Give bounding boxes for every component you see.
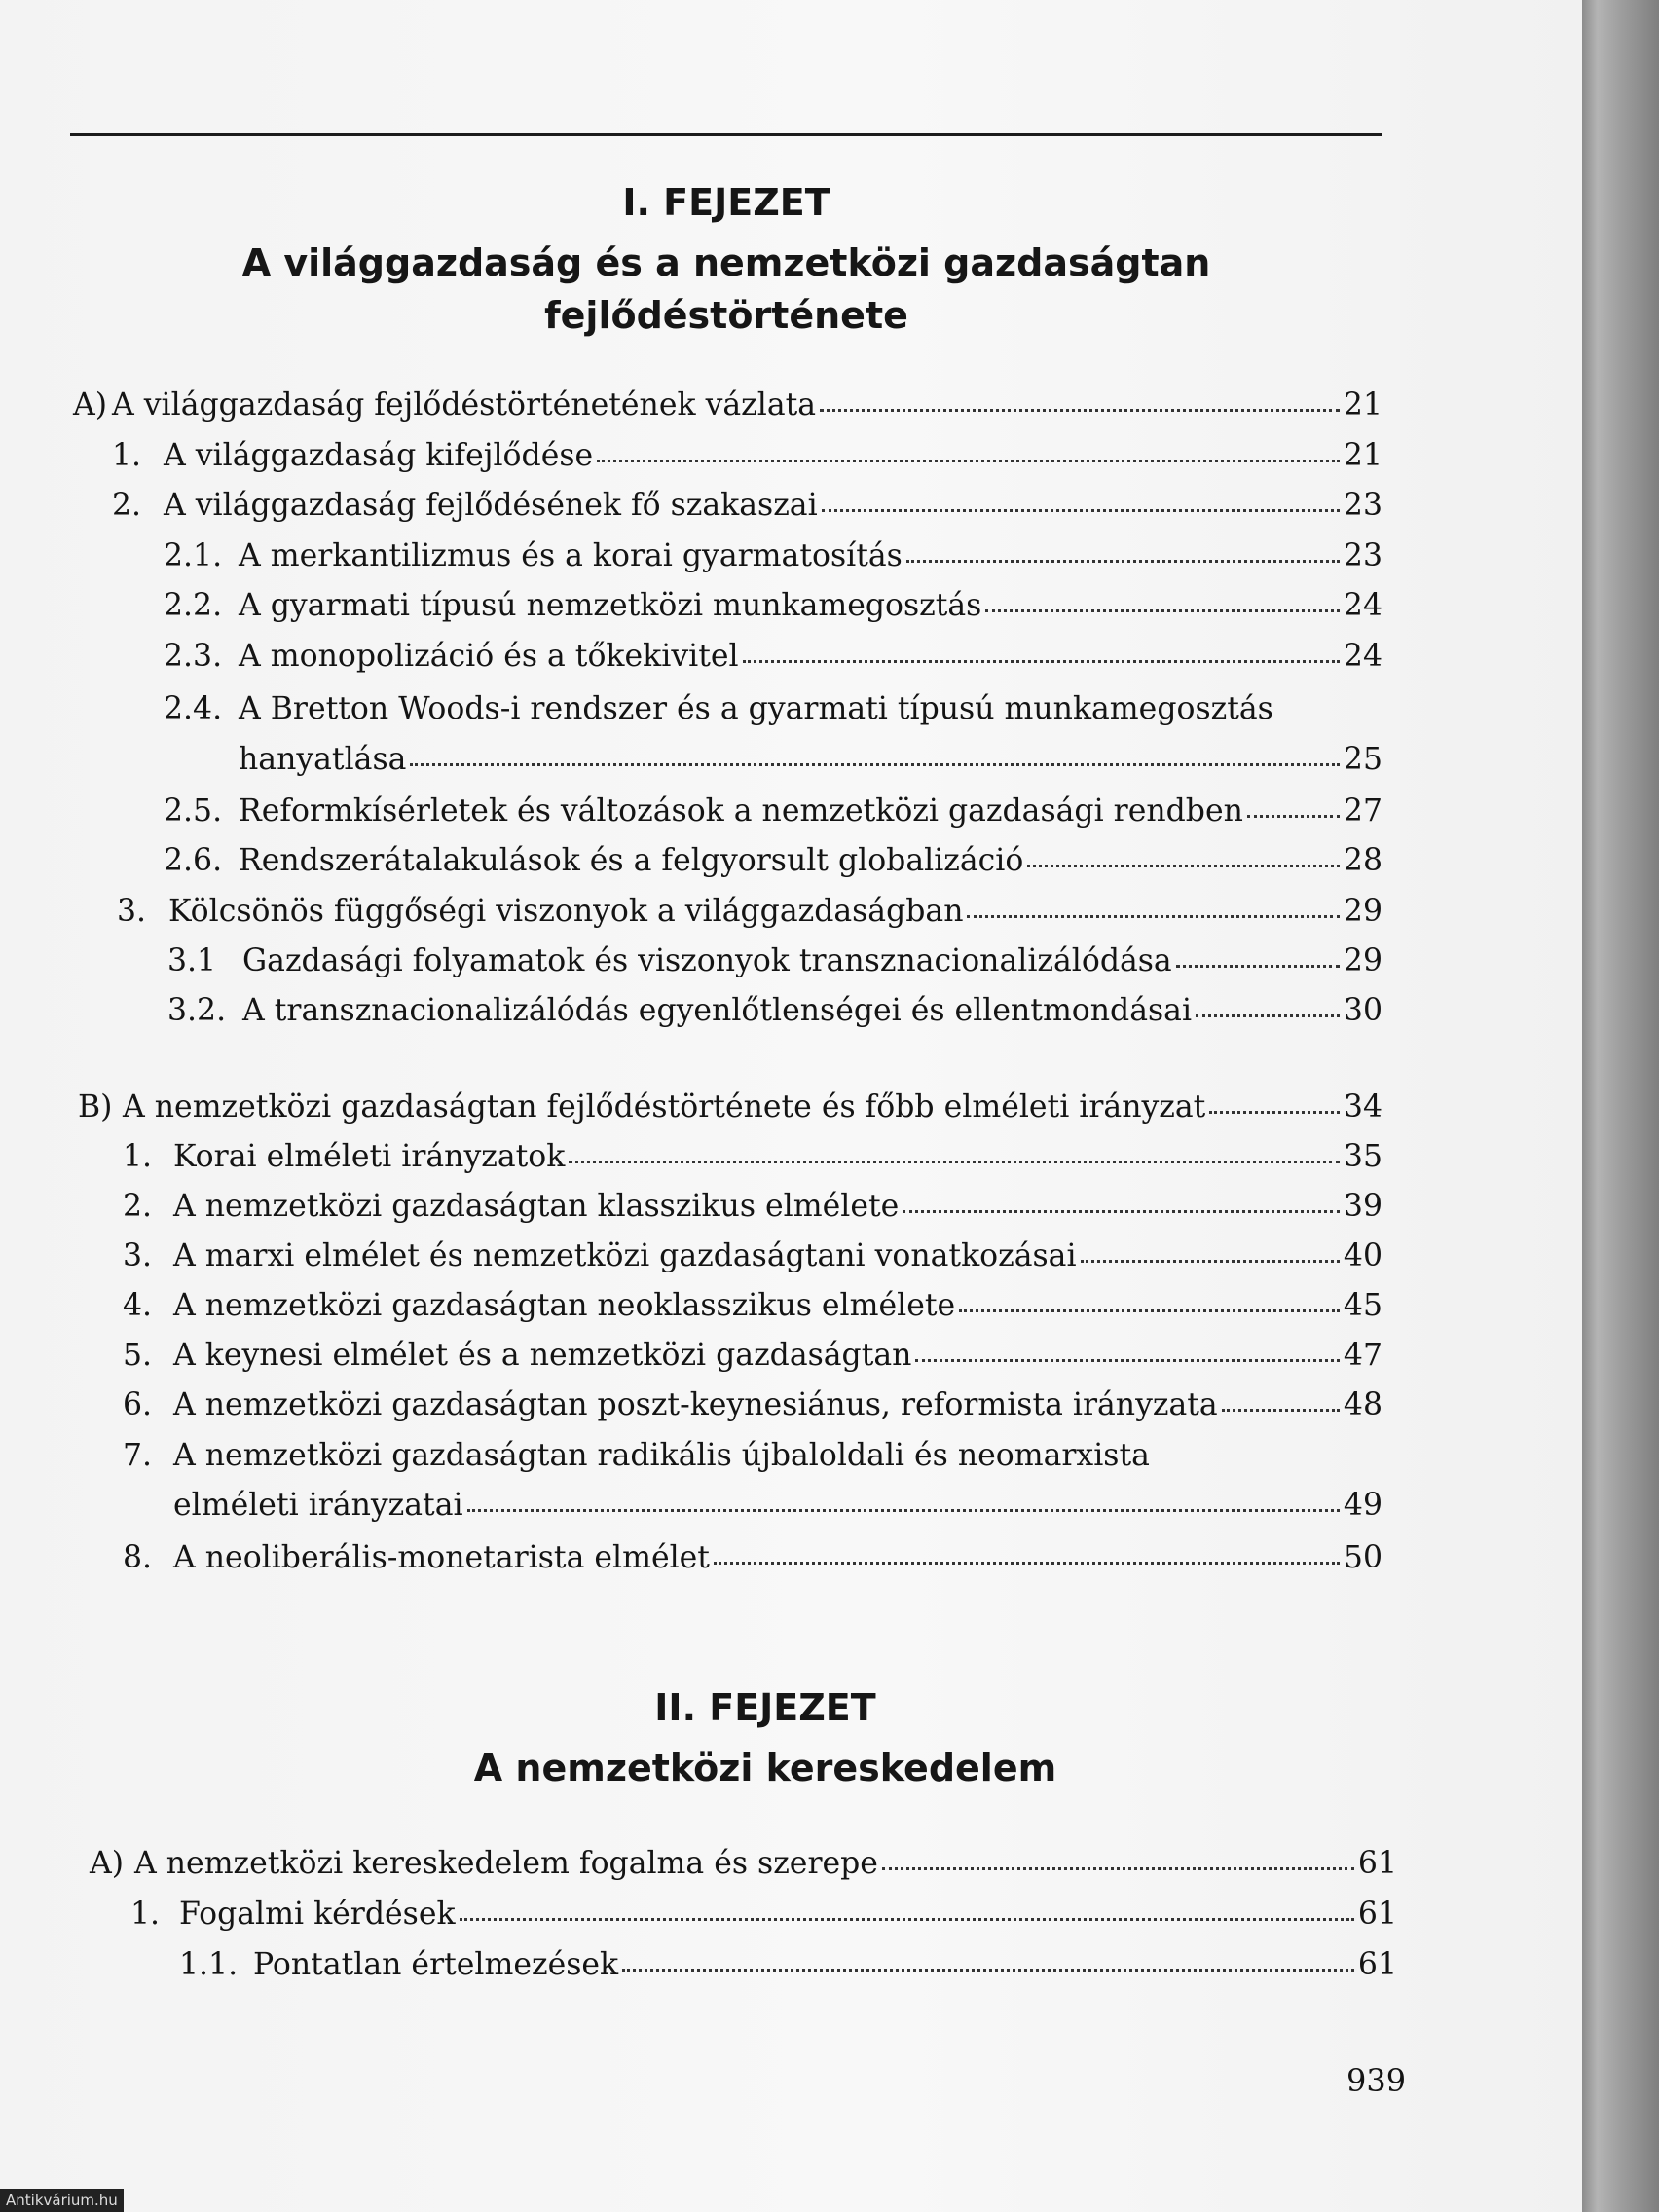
toc-num: 8. [123,1540,153,1575]
toc-entry-first-line[interactable] [123,1438,1150,1473]
toc-title: A világgazdaság fejlődéstörténetének vázlata [112,387,817,423]
toc-page: 61 [1357,1947,1397,1982]
toc-page: 49 [1343,1488,1382,1523]
leader-dots [967,915,1339,918]
leader-dots [985,609,1340,612]
toc-title: A gyarmati típusú nemzetközi munkamegosztás [239,588,982,623]
toc-title: A monopolizáció és a tőkekivitel [239,639,739,674]
chapter-1-title-line-1: A világgazdaság és a nemzetközi gazdaságtan [241,241,1211,284]
toc-title: A nemzetközi gazdaságtan klasszikus elmélete [173,1189,900,1224]
toc-entry[interactable] [123,1238,1382,1273]
toc-entry[interactable] [164,793,1382,829]
toc-title: A nemzetközi kereskedelem fogalma és szerepe [134,1846,878,1881]
toc-num: 5. [123,1338,153,1373]
leader-dots [460,1918,1354,1921]
toc-title: Pontatlan értelmezések [253,1947,619,1982]
toc-page: 45 [1343,1288,1382,1323]
toc-entry[interactable] [130,1897,1397,1932]
leader-dots [597,460,1340,462]
toc-page: 61 [1357,1846,1397,1881]
toc-entry-first-line[interactable] [164,691,1273,726]
toc-title: A nemzetközi gazdaságtan radikális újbaloldali és neomarxista [173,1438,1150,1473]
chapter-2-title: A nemzetközi kereskedelem [473,1747,1057,1789]
toc-title: A keynesi elmélet és a nemzetközi gazdaságtan [173,1338,912,1373]
toc-num: 2.4. [164,691,223,726]
toc-title: A nemzetközi gazdaságtan fejlődéstörténete és főbb elméleti irányzat [123,1089,1206,1124]
toc-page: 35 [1343,1139,1382,1174]
leader-dots [714,1562,1340,1565]
chapter-1-label: I. FEJEZET [622,181,830,224]
toc-title: Rendszerátalakulások és a felgyorsult globalizáció [239,843,1024,878]
toc-num: 1. [123,1139,153,1174]
toc-title: Korai elméleti irányzatok [173,1139,566,1174]
toc-entry[interactable] [179,1947,1397,1982]
toc-num: 2.2. [164,588,223,623]
toc-num: 1. [112,438,142,473]
leader-dots [1176,965,1340,968]
toc-entry[interactable] [123,1139,1382,1174]
leader-dots [903,1210,1340,1213]
toc-title: Fogalmi kérdések [179,1897,456,1932]
toc-num: 3.1 [167,943,217,978]
toc-page: 39 [1343,1189,1382,1224]
chapter-2-label: II. FEJEZET [654,1686,876,1729]
toc-title: A neoliberális-monetarista elmélet [173,1540,710,1575]
toc-prefix: A) [73,387,108,423]
toc-num: 3. [117,894,147,929]
toc-num: 7. [123,1438,153,1473]
toc-num: 1. [130,1897,161,1932]
toc-entry-continuation[interactable] [173,1488,1382,1523]
toc-entry[interactable] [164,639,1382,674]
leader-dots [882,1867,1354,1870]
leader-dots [820,409,1340,412]
toc-page: 29 [1343,943,1382,978]
leader-dots [915,1359,1339,1362]
book-page-edge [1582,0,1659,2212]
leader-dots [569,1161,1340,1163]
toc-num: 2.1. [164,538,223,573]
toc-title: Reformkísérletek és változások a nemzetközi gazdasági rendben [239,793,1243,829]
toc-num: 2.5. [164,793,223,829]
toc-page: 50 [1343,1540,1382,1575]
leader-dots [1209,1111,1340,1114]
leader-dots [959,1309,1340,1312]
toc-entry[interactable] [164,843,1382,878]
toc-title: A transznacionalizálódás egyenlőtlenségei és ellentmondásai [242,993,1193,1028]
toc-entry[interactable] [164,538,1382,573]
toc-page: 34 [1343,1089,1382,1124]
toc-page: 24 [1343,588,1382,623]
toc-page: 25 [1343,742,1382,777]
leader-dots [822,509,1340,512]
toc-page: 30 [1343,993,1382,1028]
toc-title: A merkantilizmus és a korai gyarmatosítás [239,538,903,573]
toc-entry[interactable] [123,1540,1382,1575]
leader-dots [410,763,1340,766]
leader-dots [467,1509,1340,1512]
toc-page: 24 [1343,639,1382,674]
toc-page: 21 [1343,438,1382,473]
toc-entry-continuation[interactable] [239,742,1382,777]
toc-num: 2.3. [164,639,223,674]
toc-page: 40 [1343,1238,1382,1273]
toc-num: 2. [123,1189,153,1224]
toc-entry[interactable] [123,1189,1382,1224]
toc-title: A nemzetközi gazdaságtan neoklasszikus elmélete [173,1288,956,1323]
leader-dots [906,560,1340,563]
toc-title: A világgazdaság fejlődésének fő szakaszai [164,488,818,523]
toc-entry[interactable] [123,1288,1382,1323]
toc-prefix: B) [78,1089,113,1124]
toc-entry[interactable] [112,438,1382,473]
toc-page: 23 [1343,488,1382,523]
toc-page: 21 [1343,387,1382,423]
leader-dots [1081,1260,1340,1263]
toc-title-cont: elméleti irányzatai [173,1488,463,1523]
toc-page: 28 [1343,843,1382,878]
leader-dots [622,1969,1354,1972]
leader-dots [743,660,1340,663]
toc-num: 3. [123,1238,153,1273]
toc-num: 3.2. [167,993,227,1028]
toc-title-cont: hanyatlása [239,742,407,777]
toc-prefix: A) [90,1846,125,1881]
toc-page: 29 [1343,894,1382,929]
toc-title: A nemzetközi gazdaságtan poszt-keynesiánus, reformista irányzata [173,1387,1218,1422]
toc-page: 27 [1343,793,1382,829]
toc-page: 61 [1357,1897,1397,1932]
toc-title: A Bretton Woods-i rendszer és a gyarmati típusú munkamegosztás [239,691,1273,726]
leader-dots [1027,865,1340,867]
leader-dots [1247,815,1340,818]
toc-entry[interactable] [164,588,1382,623]
toc-title: A világgazdaság kifejlődése [164,438,594,473]
toc-entry[interactable] [167,993,1382,1028]
toc-entry[interactable] [123,1338,1382,1373]
chapter-1-title-line-2: fejlődéstörténete [544,294,908,337]
toc-page: 47 [1343,1338,1382,1373]
toc-num: 4. [123,1288,153,1323]
toc-num: 1.1. [179,1947,239,1982]
leader-dots [1196,1014,1340,1017]
toc-num: 6. [123,1387,153,1422]
toc-entry[interactable] [112,488,1382,523]
toc-entry-section-c[interactable] [90,1846,1397,1881]
toc-title: Gazdasági folyamatok és viszonyok transznacionalizálódása [242,943,1172,978]
toc-entry[interactable] [117,894,1382,929]
toc-entry[interactable] [167,943,1382,978]
toc-entry-section-b[interactable] [78,1089,1382,1124]
toc-entry[interactable] [123,1387,1382,1422]
toc-page: 23 [1343,538,1382,573]
toc-page: 48 [1343,1387,1382,1422]
page-number: 939 [1346,2062,1407,2099]
toc-num: 2. [112,488,142,523]
toc-entry-section-a[interactable] [73,387,1382,423]
leader-dots [1222,1409,1340,1412]
watermark: Antikvárium.hu [0,2189,124,2212]
toc-title: A marxi elmélet és nemzetközi gazdaságtani vonatkozásai [173,1238,1077,1273]
header-rule [70,133,1382,136]
toc-title: Kölcsönös függőségi viszonyok a világgazdaságban [168,894,964,929]
toc-num: 2.6. [164,843,223,878]
